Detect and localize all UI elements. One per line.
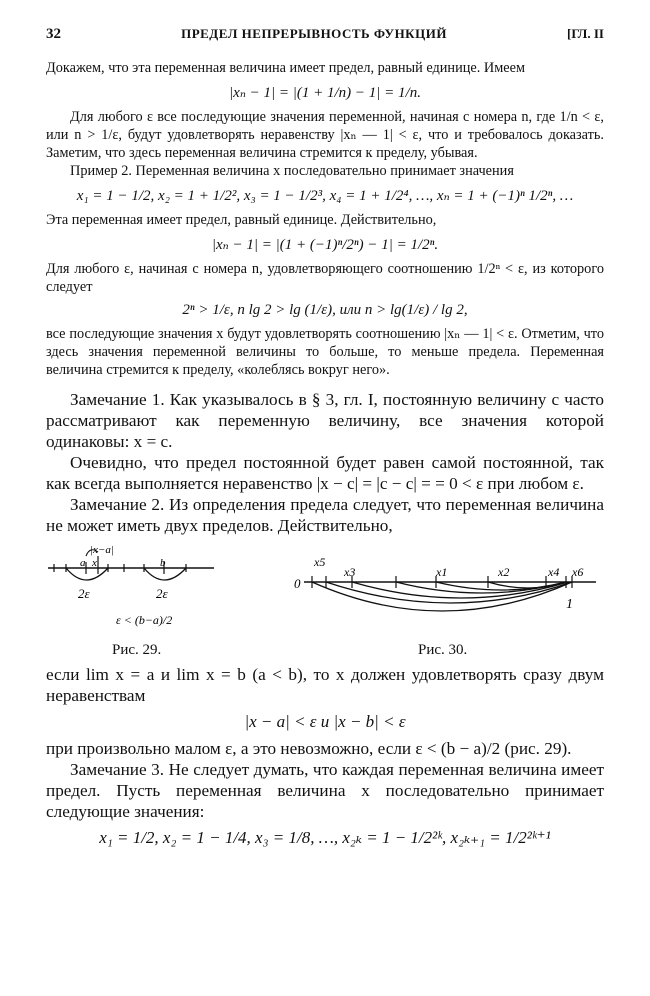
fig29-label-x: x [92,557,97,569]
fig30-label-x4: x4 [548,565,560,579]
fig30-label-x6: x6 [572,565,584,579]
fig30-label-zero: 0 [294,576,301,591]
paragraph-10: если lim x = a и lim x = b (a < b), то x должен удовлетворять сразу двум неравенствам [46,665,604,705]
remark-2: Замечание 2. Из определения предела следует, что переменная величина не может иметь двух пределов. Действительно, [46,495,604,535]
formula-5: |x − a| < ε и |x − b| < ε [244,712,406,731]
paragraph-11: при произвольно малом ε, а это невозможно, если ε < (b − a)/2 (рис. 29). [46,739,572,758]
fig30-label-x2: x2 [498,565,510,579]
page-header [46,26,604,43]
fig30-caption: Рис. 30. [418,642,468,658]
fig29-label-a: a [80,557,86,569]
paragraph-4: Эта переменная имеет предел, равный единице. Действительно, [46,212,437,228]
chapter-mark: [ГЛ. II [567,26,604,41]
formula-6-sequence: x₁ = 1/2, x₂ = 1 − 1/4, x₃ = 1/8, …, x₂ₖ = 1 − 1/2²ᵏ, x₂ₖ₊₁ = 1/2²ᵏ⁺¹ [99,828,551,847]
fig29-label-2e-right: 2ε [156,586,168,601]
paragraph-1: Докажем, что эта переменная величина имеет предел, равный единице. Имеем [46,60,525,76]
paragraph-6: все последующие значения x будут удовлетворять соотношению |xₙ — 1| < ε. Отметим, что здесь значения переменной величины то больше, то меньше предела. Переменная величина стремится к пределу, «колеблясь вокруг него». [46,326,604,378]
paragraph-2: Для любого ε все последующие значения переменной, начиная с номера n, где 1/n < ε, или n > 1/ε, будут удовлетворять неравенству |xₙ — 1| < ε, что и требовалось доказать. Заметим, что здесь переменная величина стремится к пределу, убывая. [46,109,604,161]
figure-29 [46,542,216,638]
fig30-label-x1: x1 [436,565,448,579]
remark-3: Замечание 3. Не следует думать, что каждая переменная величина имеет предел. Пусть переменная величина x последовательно принимает следующие значения: [46,760,604,821]
figure-30 [292,540,602,636]
fig30-label-x5: x5 [314,555,326,569]
running-title: ПРЕДЕЛ НЕПРЕРЫВНОСТЬ ФУНКЦИЙ [181,26,447,41]
figures-row [46,540,604,664]
fig29-caption: Рис. 29. [112,642,162,658]
formula-3: |xₙ − 1| = |(1 + (−1)ⁿ/2ⁿ) − 1| = 1/2ⁿ. [211,237,439,253]
fig29-label-condition: ε < (b−a)/2 [116,613,173,627]
fig29-label-2e-left: 2ε [78,586,90,601]
fig30-label-one: 1 [566,597,573,612]
fig29-label-xa: |x−a| [90,544,114,556]
paragraph-8: Очевидно, что предел постоянной будет равен самой постоянной, так как всегда выполняется неравенство |x − c| = |c − c| = = 0 < ε при любом ε. [46,453,604,493]
fig30-label-x3: x3 [344,565,356,579]
page-number: 32 [46,26,61,42]
paragraph-5: Для любого ε, начиная с номера n, удовлетворяющего соотношению 1/2ⁿ < ε, из которого следует [46,261,604,295]
remark-1: Замечание 1. Как указывалось в § 3, гл. I, постоянную величину c часто рассматривают как переменную величину, все значения которой одинаковы: x = c. [46,390,604,451]
formula-4: 2ⁿ > 1/ε, n lg 2 > lg (1/ε), или n > lg(1/ε) / lg 2, [182,302,468,318]
fig29-label-b: b [160,557,166,569]
formula-1: |xₙ − 1| = |(1 + 1/n) − 1| = 1/n. [229,85,421,101]
paragraph-3-example-2: Пример 2. Переменная величина x последовательно принимает значения [70,163,514,179]
formula-2-sequence: x₁ = 1 − 1/2, x₂ = 1 + 1/2², x₃ = 1 − 1/2³, x₄ = 1 + 1/2⁴, …, xₙ = 1 + (−1)ⁿ 1/2ⁿ, … [76,188,574,204]
